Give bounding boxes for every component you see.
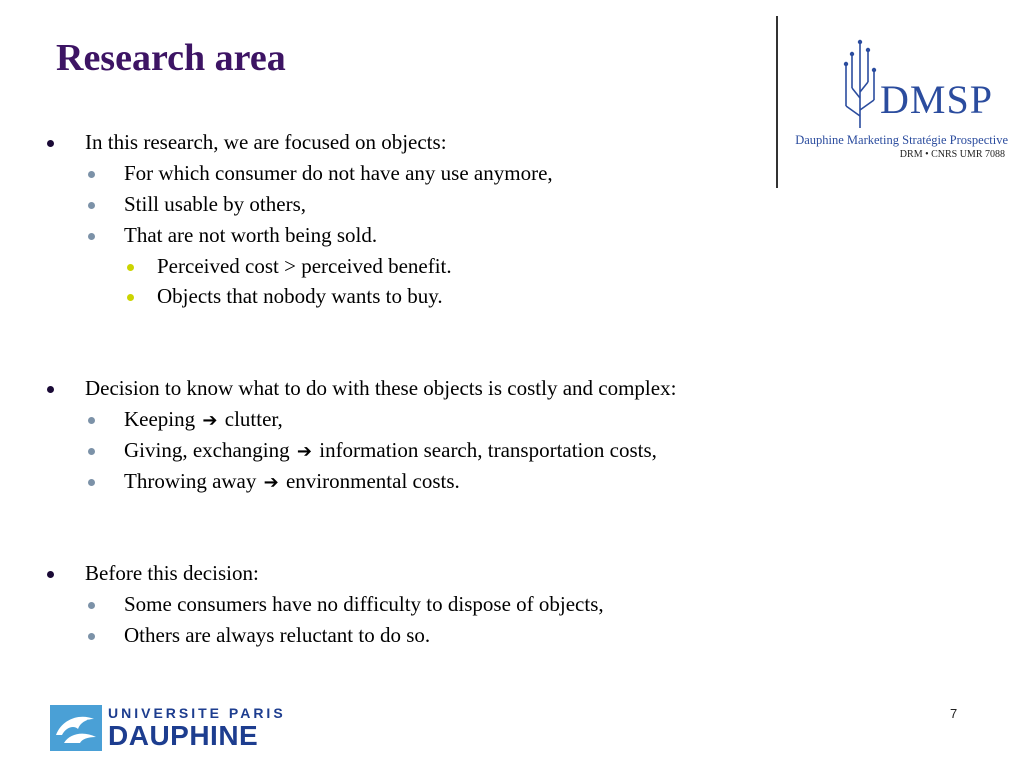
bullet-level2 (88, 233, 95, 240)
bullet-level3 (127, 264, 134, 271)
bullet-level2 (88, 202, 95, 209)
bullet-item: That are not worth being sold. (124, 223, 378, 247)
bullet-text: environmental costs. (285, 469, 460, 493)
bullet-text: Throwing away (124, 469, 257, 493)
bullet-level2 (88, 633, 95, 640)
page-number: 7 (950, 706, 958, 721)
bullet-item: Decision to know what to do with these objects is costly and complex: (85, 376, 677, 400)
bullet-level1 (47, 571, 54, 578)
bullet-level2 (88, 602, 95, 609)
bullet-item: In this research, we are focused on objects: (85, 130, 447, 154)
bullet-text: clutter, (224, 407, 283, 431)
bullet-level2 (88, 171, 95, 178)
bullet-text: information search, transportation costs, (319, 438, 657, 462)
bullet-item: Others are always reluctant to do so. (124, 623, 431, 647)
bullet-item: Still usable by others, (124, 192, 306, 216)
dmsp-logo-subtitle: Dauphine Marketing Stratégie Prospective (795, 133, 1008, 147)
bullet-item: Before this decision: (85, 561, 259, 585)
university-logo (50, 705, 286, 753)
bullet-item (124, 468, 460, 496)
bullet-item: Some consumers have no difficulty to dispose of objects, (124, 592, 604, 616)
arrow-right-icon: ➔ (263, 472, 279, 493)
bullet-level3 (127, 294, 134, 301)
bullet-text: Giving, exchanging (124, 438, 290, 462)
university-logo-line1: UNIVERSITE PARIS (108, 705, 286, 721)
dmsp-logo (786, 36, 1016, 166)
bullet-item (124, 406, 283, 434)
bullet-level2 (88, 479, 95, 486)
bullet-item: Perceived cost > perceived benefit. (157, 254, 452, 278)
bullet-level2 (88, 448, 95, 455)
bullet-item (124, 437, 657, 465)
university-logo-line2: DAUPHINE (108, 720, 259, 751)
bullet-text: Keeping (124, 407, 196, 431)
dolphin-logo-icon (50, 705, 102, 751)
arrow-right-icon: ➔ (202, 410, 218, 431)
slide-title: Research area (56, 37, 286, 79)
bullet-level1 (47, 386, 54, 393)
bullet-level2 (88, 417, 95, 424)
circuit-tree-icon (838, 36, 878, 136)
bullet-level1 (47, 140, 54, 147)
dmsp-logo-name: DMSP (880, 77, 993, 122)
dmsp-logo-subline: DRM • CNRS UMR 7088 (899, 149, 1005, 160)
header-divider (776, 16, 778, 188)
arrow-right-icon: ➔ (296, 441, 312, 462)
bullet-item: Objects that nobody wants to buy. (157, 284, 443, 308)
bullet-item: For which consumer do not have any use anymore, (124, 161, 553, 185)
